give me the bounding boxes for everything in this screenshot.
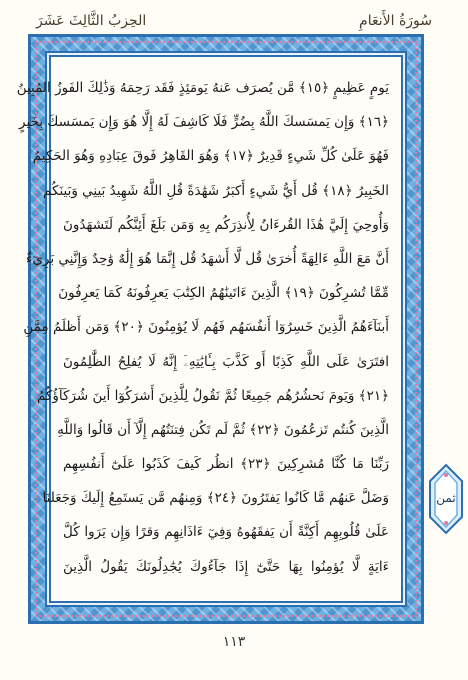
surah-name: سُورَةُ الأَنعَامِ [359, 13, 432, 29]
ornamental-frame [16, 34, 424, 624]
quran-text-block [16, 71, 390, 589]
text-panel [16, 55, 403, 603]
page-number: ١١٣ [222, 634, 246, 650]
text-line-1: يَومٍ عَظِيمٍ ﴿١٥﴾ مَّن يُصرَف عَنهُ يَومَئِذٍ فَقَد رَحِمَهُ وَذَٰلِكَ الفَوزُ المُبِينُ [16, 80, 389, 96]
text-line-4: الخَبِيرُ ﴿١٨﴾ قُل أَيُّ شَيءٍ أَكبَرُ شَهَٰدَةً قُلِ اللَّهُ شَهِيدُ بَينِي وَبَينَكُم [43, 182, 389, 199]
text-line-10: ﴿٢١﴾ وَيَومَ نَحشُرُهُم جَمِيعًا ثُمَّ نَقُولُ لِلَّذِينَ أَشرَكُوٓا أَينَ شُرَكَآؤُكُمُ [37, 387, 389, 404]
page-header [36, 8, 432, 34]
text-line-2: ﴿١٦﴾ وَإِن يَمسَسكَ اللَّهُ بِضُرٍّ فَلَا كَاشِفَ لَهُ إِلَّا هُوَ وَإِن يَمسَسكَ بِخَيرٍ [19, 114, 389, 131]
text-line-12: رَبِّنَا مَا كُنَّا مُشرِكِينَ ﴿٢٣﴾ انظُر كَيفَ كَذَبُوا عَلَىٰٓ أَنفُسِهِم [63, 456, 390, 473]
thumn-marker-badge [428, 463, 464, 535]
text-line-8: أَبنَآءَهُمُ الَّذِينَ خَسِرُوٓا أَنفُسَهُم فَهُم لَا يُؤمِنُونَ ﴿٢٠﴾ وَمَن أَظلَمُ مِمَّنِ [23, 319, 389, 336]
hizb-label: الحِزبُ الثَّالِثَ عَشَرَ [36, 13, 147, 29]
text-line-13: وَضَلَّ عَنهُم مَّا كَانُوا يَفتَرُونَ ﴿٢٤﴾ وَمِنهُم مَّن يَستَمِعُ إِلَيكَ وَجَعَلنَا [42, 490, 389, 507]
thumn-label: ثمن [436, 491, 456, 505]
text-line-6: أَنَّ مَعَ اللَّهِ ءَالِهَةً أُخرَىٰ قُل لَّا أَشهَدُ قُل إِنَّمَا هُوَ إِلَٰهٌ وَٰحِدٌ وَإِنَّنِي بَرِيٓءٌ [26, 250, 389, 267]
text-line-9: افتَرَىٰ عَلَى اللَّهِ كَذِبًا أَو كَذَّبَ بِـَٔايَٰتِهِۦٓ إِنَّهُ لَا يُفلِحُ الظَّٰلِمُونَ [63, 353, 389, 370]
text-line-7: مِّمَّا تُشرِكُونَ ﴿١٩﴾ الَّذِينَ ءَاتَينَٰهُمُ الكِتَٰبَ يَعرِفُونَهُ كَمَا يَعرِفُونَ [58, 285, 389, 302]
text-line-5: وَأُوحِيَ إِلَيَّ هَٰذَا القُرءَانُ لِأُنذِرَكُم بِهِ وَمَن بَلَغَ أَئِنَّكُم لَتَشهَدُونَ [63, 216, 389, 233]
text-line-11: الَّذِينَ كُنتُم تَزعُمُونَ ﴿٢٢﴾ ثُمَّ لَم تَكُن فِتنَتُهُم إِلَّآ أَن قَالُوا وَاللَّهِ [57, 421, 389, 438]
text-line-15: ءَايَةٍ لَّا يُؤمِنُوا بِهَا حَتَّىٰٓ إِذَا جَآءُوكَ يُجَٰدِلُونَكَ يَقُولُ الَّذِينَ [63, 558, 389, 575]
text-line-3: فَهُوَ عَلَىٰ كُلِّ شَيءٍ قَدِيرٌ ﴿١٧﴾ وَهُوَ القَاهِرُ فَوقَ عِبَادِهِ وَهُوَ الحَكِيمُ [32, 148, 389, 165]
text-line-14: عَلَىٰ قُلُوبِهِم أَكِنَّةً أَن يَفقَهُوهُ وَفِيٓ ءَاذَانِهِم وَقرًا وَإِن يَرَوا كُلَّ [63, 524, 389, 541]
